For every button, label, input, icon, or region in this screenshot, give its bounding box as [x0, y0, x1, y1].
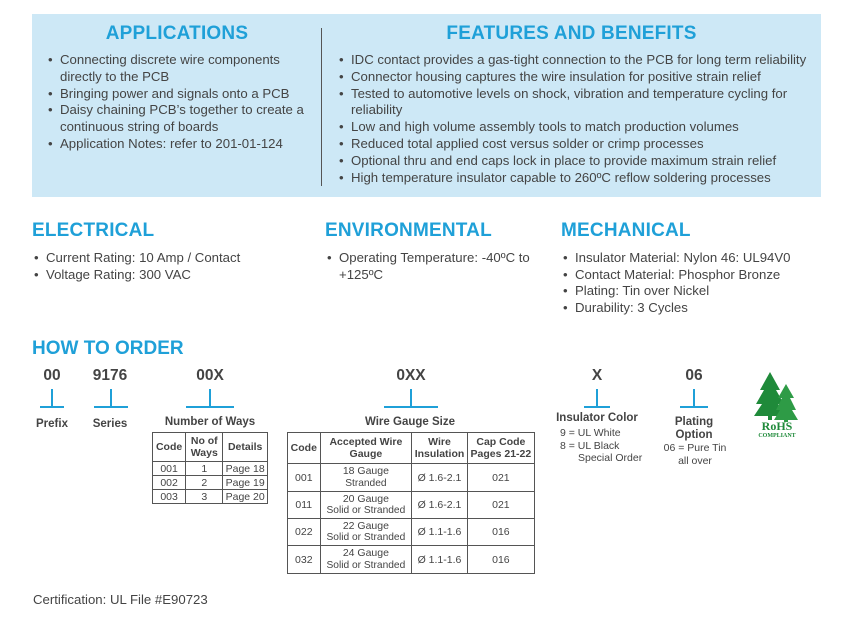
- table-cell: 002: [153, 476, 186, 490]
- list-item: • Optional thru and end caps lock in place to provide maximum strain relief: [337, 153, 815, 170]
- list-item: • Tested to automotive levels on shock, vibration and temperature cycling for reliability: [337, 86, 815, 120]
- certification-text: Certification: UL File #E90723: [33, 592, 208, 607]
- rohs-logo: [748, 370, 806, 438]
- list-item: • Insulator Material: Nylon 46: UL94V0: [561, 250, 831, 267]
- plating-label-line: Option: [675, 429, 713, 441]
- table-cell: 021: [467, 464, 534, 492]
- table-cell: 016: [467, 546, 534, 574]
- gauge-value: 20 Gauge: [342, 492, 389, 505]
- insulator-label: Insulator Color: [556, 412, 638, 424]
- mechanical-title: MECHANICAL: [561, 220, 691, 241]
- gauge-type: Solid or Stranded: [326, 532, 406, 543]
- list-item: • Operating Temperature: -40ºC to +125ºC: [325, 250, 550, 283]
- plating-notes: [658, 442, 732, 467]
- gauge-type: Solid or Stranded: [326, 505, 406, 516]
- table-cell: 003: [153, 490, 186, 504]
- gauge-label: Wire Gauge Size: [364, 416, 455, 428]
- connector-line: [209, 389, 211, 407]
- series-label: Series: [92, 418, 128, 430]
- table-cell: 001: [153, 462, 186, 476]
- table-cell: 3: [186, 490, 223, 504]
- connector-bar: [94, 406, 128, 408]
- table-cell: 1: [186, 462, 223, 476]
- connector-line: [693, 389, 695, 407]
- gauge-code: 0XX: [396, 367, 426, 384]
- table-cell: 022: [288, 519, 321, 546]
- table-cell: Ø 1.6-2.1: [412, 464, 468, 492]
- list-item: • Daisy chaining PCB’s together to create a continuous string of boards: [46, 102, 318, 136]
- table-row: [153, 490, 268, 504]
- list-item: • Contact Material: Phosphor Bronze: [561, 267, 831, 284]
- table-header-row: [153, 433, 268, 462]
- list-item: • Application Notes: refer to 201-01-124: [46, 136, 318, 153]
- gauge-table: [287, 432, 535, 574]
- rohs-text: RoHS: [761, 419, 793, 433]
- gauge-value: 24 Gauge: [342, 547, 389, 559]
- environmental-title: ENVIRONMENTAL: [325, 220, 492, 241]
- column-header: No of Ways: [186, 433, 223, 462]
- list-item: • Reduced total applied cost versus solder or crimp processes: [337, 136, 815, 153]
- gauge-value: 22 Gauge: [342, 519, 389, 532]
- table-header-row: [288, 433, 535, 464]
- table-cell: Page 19: [223, 476, 268, 490]
- gauge-value: 18 Gauge: [342, 465, 389, 477]
- list-item: • Low and high volume assembly tools to match production volumes: [337, 119, 815, 136]
- prefix-code: 00: [43, 367, 61, 384]
- connector-bar: [186, 406, 234, 408]
- environmental-section: [325, 220, 550, 283]
- mechanical-section: [561, 220, 831, 316]
- ways-table: [152, 432, 268, 504]
- insulator-code: X: [591, 367, 603, 384]
- column-header: Cap Code Pages 21-22: [467, 433, 534, 464]
- column-header: Code: [153, 433, 186, 462]
- table-cell: Page 18: [223, 462, 268, 476]
- electrical-list: [32, 250, 312, 283]
- table-cell: 021: [467, 492, 534, 519]
- table-row: [288, 492, 535, 519]
- table-row: [153, 476, 268, 490]
- plating-note: all over: [678, 454, 712, 467]
- plating-label: [664, 416, 724, 442]
- connector-line: [410, 389, 412, 407]
- connector-line: [110, 389, 112, 407]
- list-item: • Connecting discrete wire components directly to the PCB: [46, 52, 318, 86]
- column-header: Accepted Wire Gauge: [320, 433, 412, 464]
- column-header: Details: [223, 433, 268, 462]
- list-item: • Connector housing captures the wire insulation for positive strain relief: [337, 69, 815, 86]
- electrical-section: [32, 220, 312, 283]
- table-cell: Ø 1.6-2.1: [412, 492, 468, 519]
- rohs-compliant-text: COMPLIANT: [758, 433, 796, 438]
- plating-code: 06: [685, 367, 703, 384]
- table-row: [153, 462, 268, 476]
- applications-section: [32, 14, 322, 151]
- insulator-notes: [560, 427, 650, 465]
- list-item: • Voltage Rating: 300 VAC: [32, 267, 312, 284]
- features-section: [323, 14, 820, 185]
- how-to-order-title: HOW TO ORDER: [32, 338, 184, 359]
- insulator-note: 9 = UL White: [560, 427, 621, 439]
- table-cell: Ø 1.1-1.6: [412, 546, 468, 574]
- table-row: [288, 464, 535, 492]
- list-item: • IDC contact provides a gas-tight connection to the PCB for long term reliability: [337, 52, 815, 69]
- connector-line: [596, 389, 598, 407]
- applications-title: APPLICATIONS: [105, 23, 249, 44]
- connector-bar: [680, 406, 708, 408]
- list-item: • Plating: Tin over Nickel: [561, 283, 831, 300]
- column-header: Code: [288, 433, 321, 464]
- mechanical-list: [561, 250, 831, 316]
- insulator-note: 8 = UL Black: [560, 439, 620, 452]
- plating-note: 06 = Pure Tin: [663, 442, 727, 454]
- table-cell: Page 20: [223, 490, 268, 504]
- gauge-type: Solid or Stranded: [326, 559, 406, 571]
- plating-label-line: Plating: [674, 416, 714, 428]
- tree-icon: [754, 372, 798, 422]
- table-cell: [320, 546, 412, 574]
- table-cell: 032: [288, 546, 321, 574]
- list-item: • Durability: 3 Cycles: [561, 300, 831, 317]
- table-cell: 016: [467, 519, 534, 546]
- electrical-title: ELECTRICAL: [32, 220, 155, 241]
- prefix-label: Prefix: [36, 418, 68, 430]
- gauge-type: Stranded: [345, 477, 387, 489]
- list-item: • Current Rating: 10 Amp / Contact: [32, 250, 312, 267]
- features-list: [337, 52, 815, 186]
- connector-bar: [384, 406, 438, 408]
- list-item: • Bringing power and signals onto a PCB: [46, 86, 318, 103]
- applications-list: [46, 52, 318, 153]
- connector-line: [51, 389, 53, 407]
- insulator-note: Special Order: [578, 452, 643, 464]
- series-code: 9176: [92, 367, 128, 384]
- top-banner: [32, 14, 821, 197]
- ways-label: Number of Ways: [164, 416, 256, 428]
- table-cell: [320, 492, 412, 519]
- table-cell: 011: [288, 492, 321, 519]
- divider: [321, 28, 322, 186]
- table-cell: 001: [288, 464, 321, 492]
- connector-bar: [584, 406, 610, 408]
- list-item: • High temperature insulator capable to 260ºC reflow soldering processes: [337, 170, 815, 187]
- table-cell: 2: [186, 476, 223, 490]
- table-row: [288, 546, 535, 574]
- table-cell: Ø 1.1-1.6: [412, 519, 468, 546]
- connector-bar: [40, 406, 64, 408]
- ways-code: 00X: [196, 367, 224, 384]
- table-cell: [320, 464, 412, 492]
- column-header: Wire Insulation: [412, 433, 468, 464]
- features-title: FEATURES AND BENEFITS: [446, 23, 697, 44]
- environmental-list: [325, 250, 550, 283]
- table-cell: [320, 519, 412, 546]
- table-row: [288, 519, 535, 546]
